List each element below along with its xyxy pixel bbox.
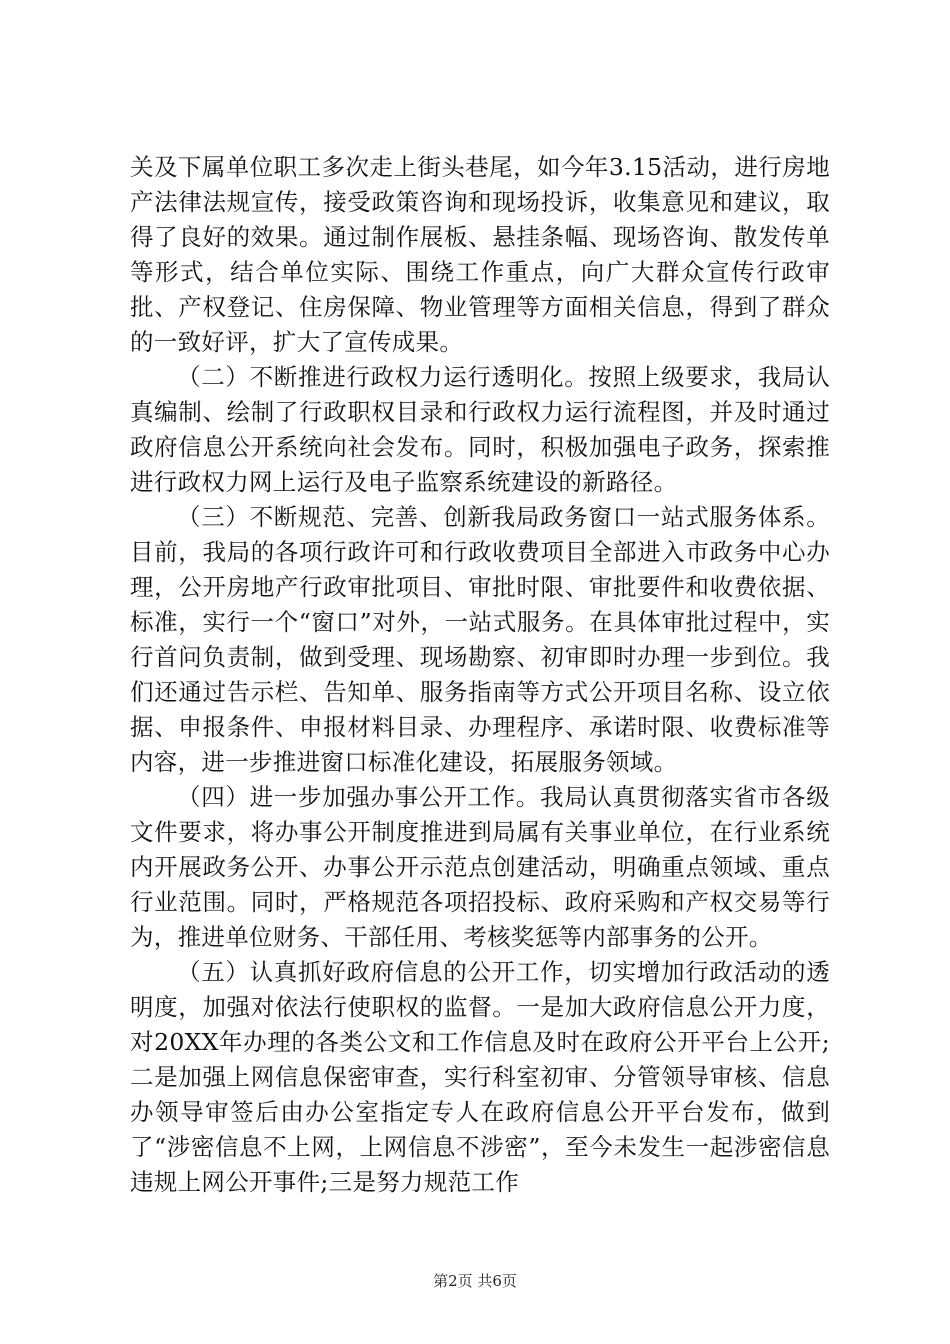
paragraph-4: （四）进一步加强办事公开工作。我局认真贯彻落实省市各级文件要求，将办事公开制度推进到局属有关事业单位，在行业系统内开展政务公开、办事公开示范点创建活动，明确重点领域、重点行业范围。同时，严格规范各项招投标、政府采购和产权交易等行为，推进单位财务、干部任用、考核奖惩等内部事务的公开。 xyxy=(130,783,830,951)
page-number: 第2页 共6页 xyxy=(433,1272,517,1290)
page-footer xyxy=(0,1270,950,1291)
paragraph-1: 关及下属单位职工多次走上街头巷尾，如今年3.15活动，进行房地产法律法规宣传，接受政策咨询和现场投诉，收集意见和建议，取得了良好的效果。通过制作展板、悬挂条幅、现场咨询、散发传单等形式，结合单位实际、围绕工作重点，向广大群众宣传行政审批、产权登记、住房保障、物业管理等方面相关信息，得到了群众的一致好评，扩大了宣传成果。 xyxy=(130,153,830,356)
paragraph-3: （三）不断规范、完善、创新我局政务窗口一站式服务体系。目前，我局的各项行政许可和行政收费项目全部进入市政务中心办理，公开房地产行政审批项目、审批时限、审批要件和收费依据、标准，实行一个“窗口”对外，一站式服务。在具体审批过程中，实行首问负责制，做到受理、现场勘察、初审即时办理一步到位。我们还通过告示栏、告知单、服务指南等方式公开项目名称、设立依据、申报条件、申报材料目录、办理程序、承诺时限、收费标准等内容，进一步推进窗口标准化建设，拓展服务领域。 xyxy=(130,503,830,776)
paragraph-2: （二）不断推进行政权力运行透明化。按照上级要求，我局认真编制、绘制了行政职权目录和行政权力运行流程图，并及时通过政府信息公开系统向社会发布。同时，积极加强电子政务，探索推进行政权力网上运行及电子监察系统建设的新路径。 xyxy=(130,363,830,496)
paragraph-5: （五）认真抓好政府信息的公开工作，切实增加行政活动的透明度，加强对依法行使职权的监督。一是加大政府信息公开力度，对20XX年办理的各类公文和工作信息及时在政府公开平台上公开;二是加强上网信息保密审查，实行科室初审、分管领导审核、信息办领导审签后由办公室指定专人在政府信息公开平台发布，做到了“涉密信息不上网，上网信息不涉密”，至今未发生一起涉密信息违规上网公开事件;三是努力规范工作 xyxy=(130,958,830,1196)
document-body xyxy=(130,150,830,1200)
